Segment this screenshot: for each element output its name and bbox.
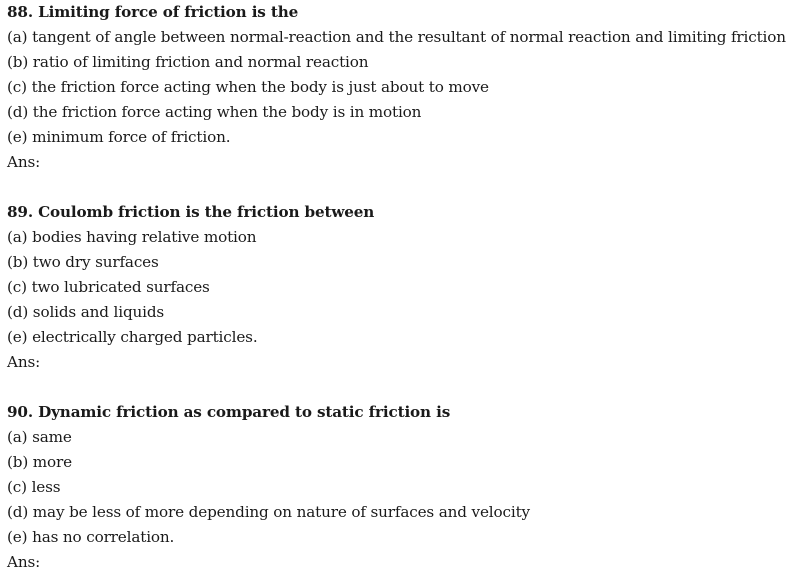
option-b: (b) more	[7, 453, 72, 471]
option-e: (e) minimum force of friction.	[7, 128, 231, 146]
question-title: 89. Coulomb friction is the friction between	[7, 203, 375, 221]
option-a: (a) same	[7, 428, 72, 446]
option-c: (c) two lubricated surfaces	[7, 278, 210, 296]
option-a: (a) bodies having relative motion	[7, 228, 257, 246]
answer-label: Ans:	[7, 353, 41, 371]
question-89	[7, 200, 374, 375]
option-c: (c) less	[7, 478, 61, 496]
answer-label: Ans:	[7, 153, 41, 171]
option-d: (d) may be less of more depending on nature of surfaces and velocity	[7, 503, 530, 521]
answer-label: Ans:	[7, 553, 41, 571]
option-d: (d) solids and liquids	[7, 303, 165, 321]
question-title: 88. Limiting force of friction is the	[7, 3, 299, 21]
option-a: (a) tangent of angle between normal-reaction and the resultant of normal reaction and limiting friction	[7, 28, 786, 46]
option-b: (b) two dry surfaces	[7, 253, 159, 271]
question-90	[7, 400, 530, 575]
option-e: (e) has no correlation.	[7, 528, 175, 546]
option-d: (d) the friction force acting when the body is in motion	[7, 103, 422, 121]
question-title: 90. Dynamic friction as compared to static friction is	[7, 403, 451, 421]
option-b: (b) ratio of limiting friction and normal reaction	[7, 53, 369, 71]
option-e: (e) electrically charged particles.	[7, 328, 258, 346]
question-88	[7, 0, 786, 175]
option-c: (c) the friction force acting when the body is just about to move	[7, 78, 489, 96]
